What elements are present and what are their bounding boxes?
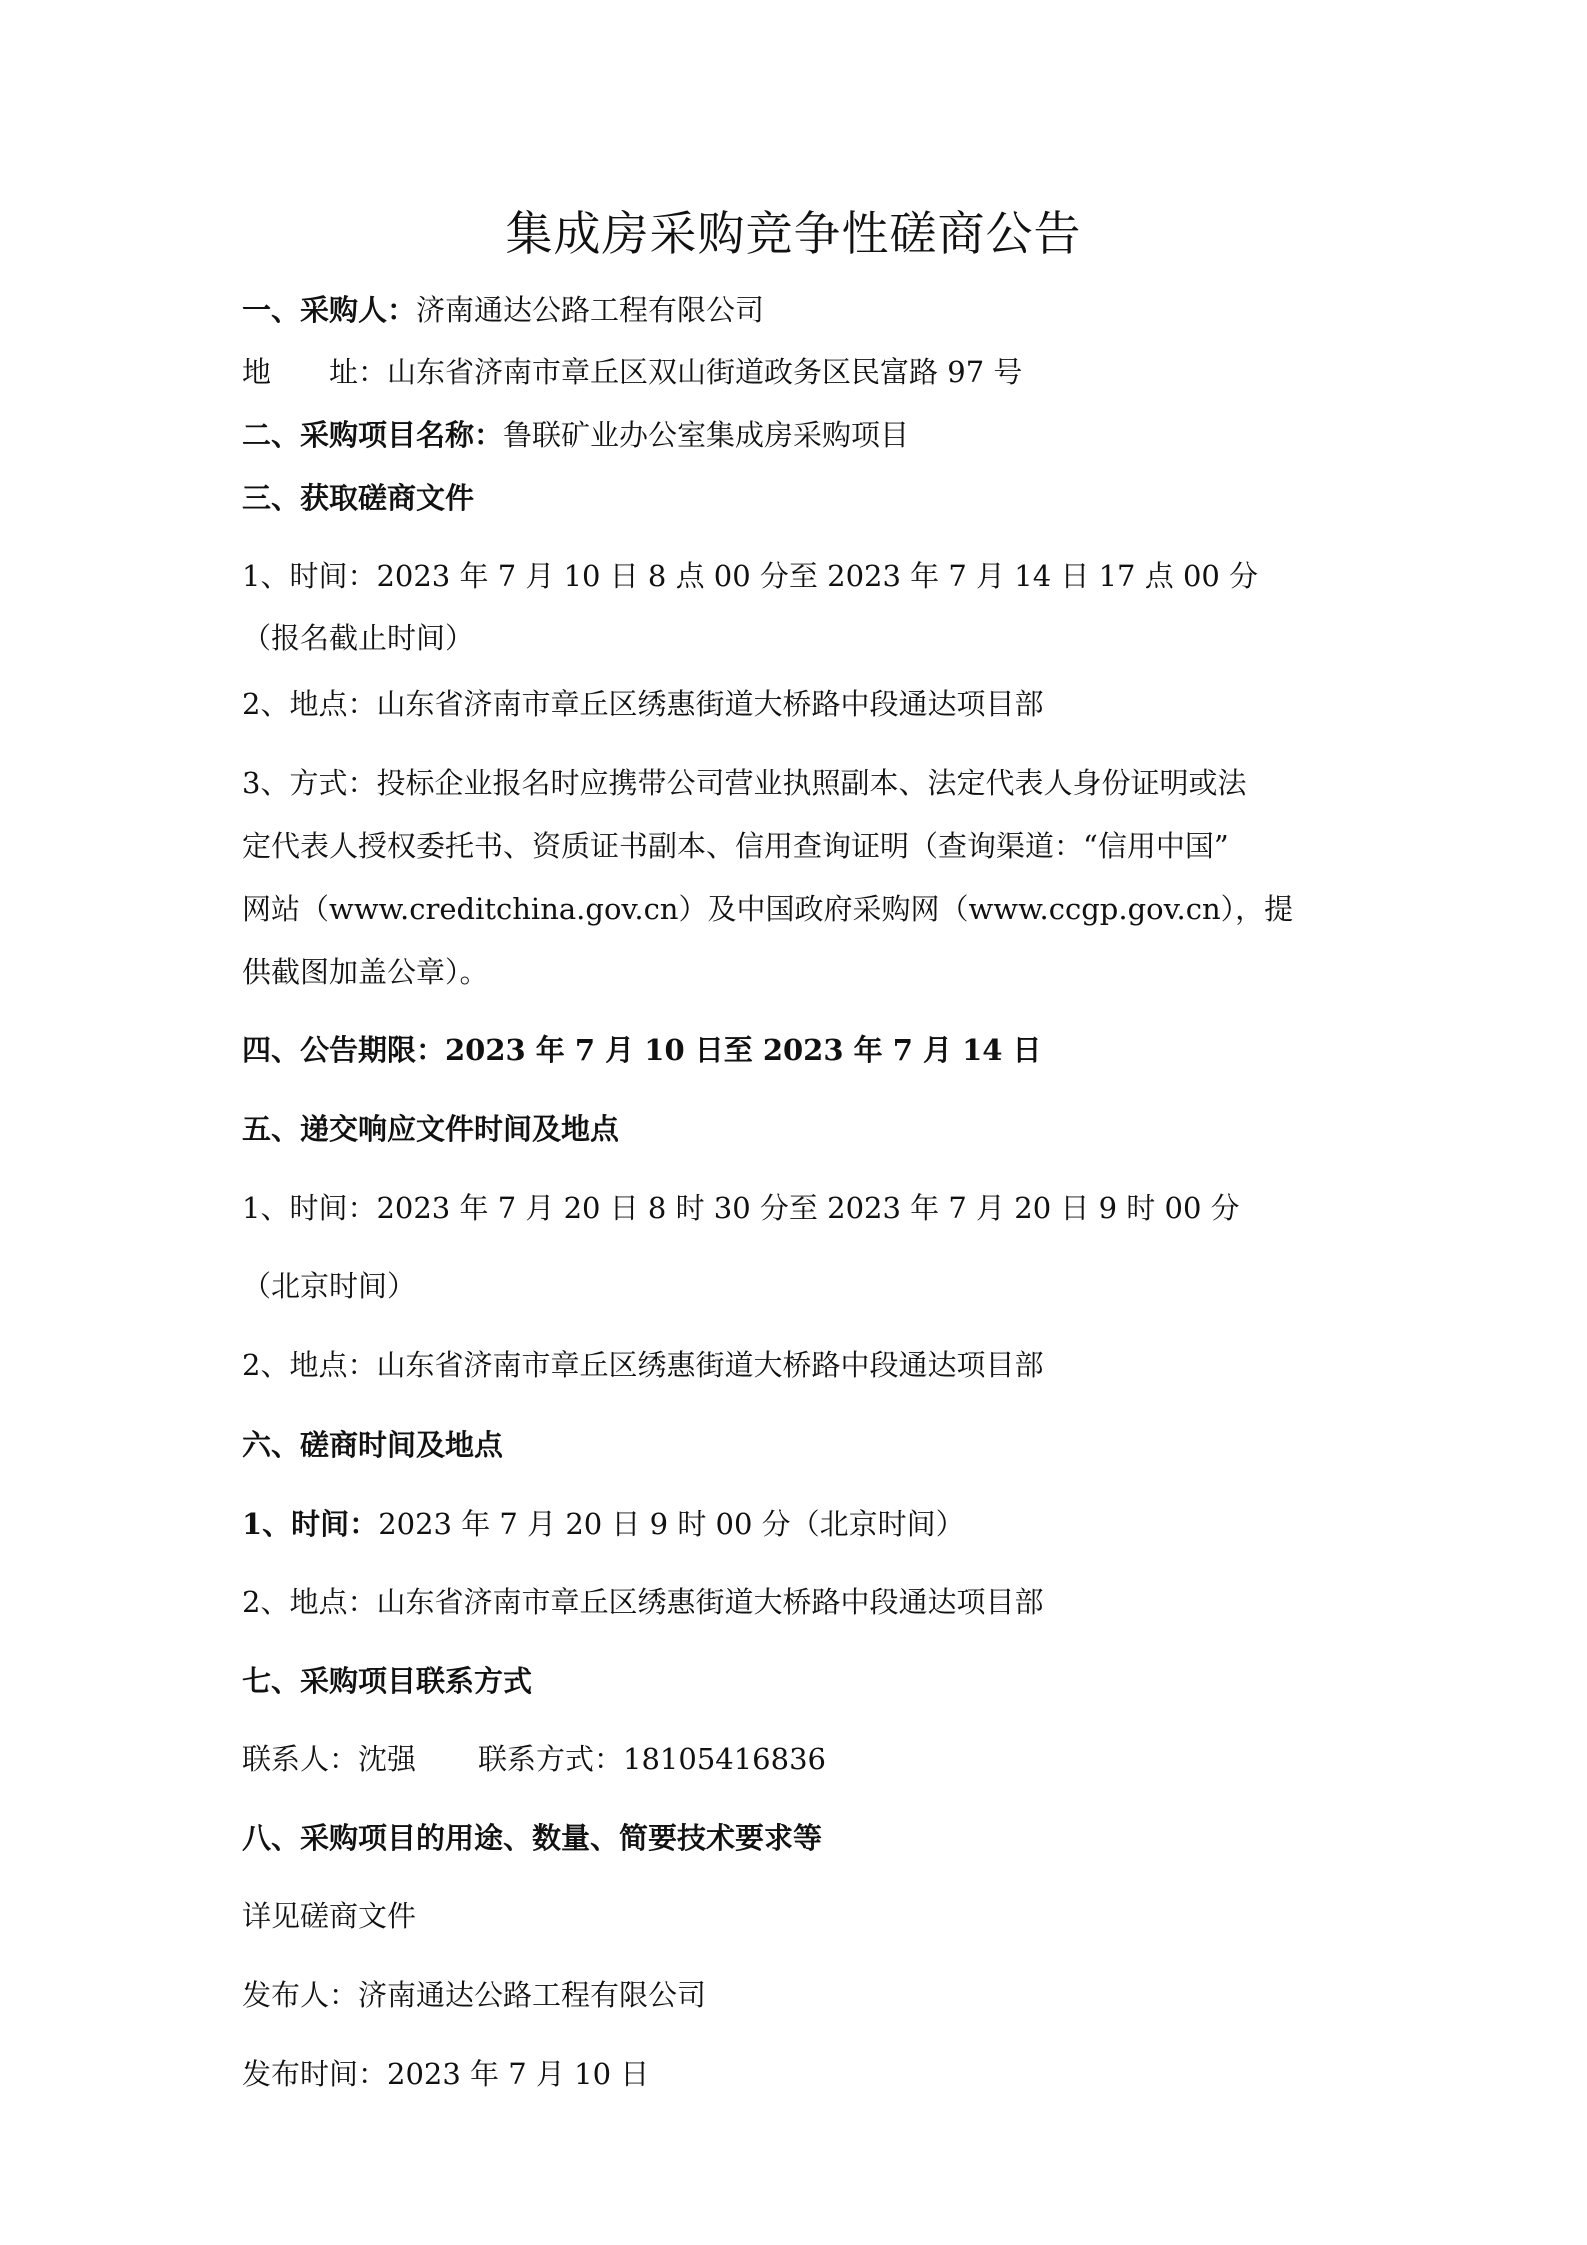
address-value: 山东省济南市章丘区双山街道政务区民富路 97 号: [387, 355, 1023, 389]
contact-person: 联系人：沈强: [242, 1742, 417, 1776]
section-8-heading: 八、采购项目的用途、数量、简要技术要求等: [242, 1821, 823, 1855]
section-3-item-3-line-2: 定代表人授权委托书、资质证书副本、信用查询证明（查询渠道：“信用中国”: [242, 829, 1229, 863]
section-8-detail: 详见磋商文件: [242, 1899, 417, 1933]
purchaser-label: 一、采购人：: [242, 293, 417, 327]
section-7-heading: 七、采购项目联系方式: [242, 1664, 533, 1698]
section-6-heading: 六、磋商时间及地点: [242, 1428, 504, 1462]
section-6-item-1-value: 2023 年 7 月 20 日 9 时 00 分（北京时间）: [378, 1507, 965, 1541]
address-label-a: 地: [242, 355, 272, 389]
section-5-item-1-line-2: （北京时间）: [242, 1269, 417, 1303]
section-6-item-1: [242, 1504, 965, 1544]
contact-phone: 联系方式：18105416836: [478, 1742, 826, 1776]
section-3-item-3-line-1: 3、方式：投标企业报名时应携带公司营业执照副本、法定代表人身份证明或法: [242, 766, 1247, 800]
purchaser-line: [242, 290, 764, 330]
section-5-item-2: 2、地点：山东省济南市章丘区绣惠街道大桥路中段通达项目部: [242, 1348, 1044, 1382]
section-4-heading: 四、公告期限：2023 年 7 月 10 日至 2023 年 7 月 14 日: [242, 1033, 1042, 1067]
address-line: [242, 352, 1022, 392]
section-3-item-1-line-2: （报名截止时间）: [242, 621, 475, 655]
project-name-line: [242, 415, 909, 455]
section-5-heading: 五、递交响应文件时间及地点: [242, 1112, 620, 1146]
publisher: 发布人：济南通达公路工程有限公司: [242, 1978, 707, 2012]
section-3-heading: 三、获取磋商文件: [242, 481, 475, 515]
document-title: 集成房采购竞争性磋商公告: [505, 207, 1082, 262]
purchaser-value: 济南通达公路工程有限公司: [416, 293, 765, 327]
address-label-b: 址：: [329, 355, 388, 389]
section-6-item-2: 2、地点：山东省济南市章丘区绣惠街道大桥路中段通达项目部: [242, 1585, 1044, 1619]
section-3-item-2: 2、地点：山东省济南市章丘区绣惠街道大桥路中段通达项目部: [242, 687, 1044, 721]
project-name-label: 二、采购项目名称：: [242, 418, 504, 452]
section-5-item-1-line-1: 1、时间：2023 年 7 月 20 日 8 时 30 分至 2023 年 7 月 20 日 9 时 00 分: [242, 1191, 1240, 1225]
publish-time: 发布时间：2023 年 7 月 10 日: [242, 2057, 650, 2091]
section-6-item-1-label: 1、时间：: [242, 1507, 379, 1541]
project-name-value: 鲁联矿业办公室集成房采购项目: [503, 418, 910, 452]
section-3-item-3-line-4: 供截图加盖公章）。: [242, 955, 489, 989]
section-3-item-3-line-3: 网站（www.creditchina.gov.cn）及中国政府采购网（www.ccgp.gov.cn），提: [242, 892, 1294, 926]
section-3-item-1-line-1: 1、时间：2023 年 7 月 10 日 8 点 00 分至 2023 年 7 月 14 日 17 点 00 分: [242, 559, 1259, 593]
contact-line: [242, 1739, 826, 1779]
